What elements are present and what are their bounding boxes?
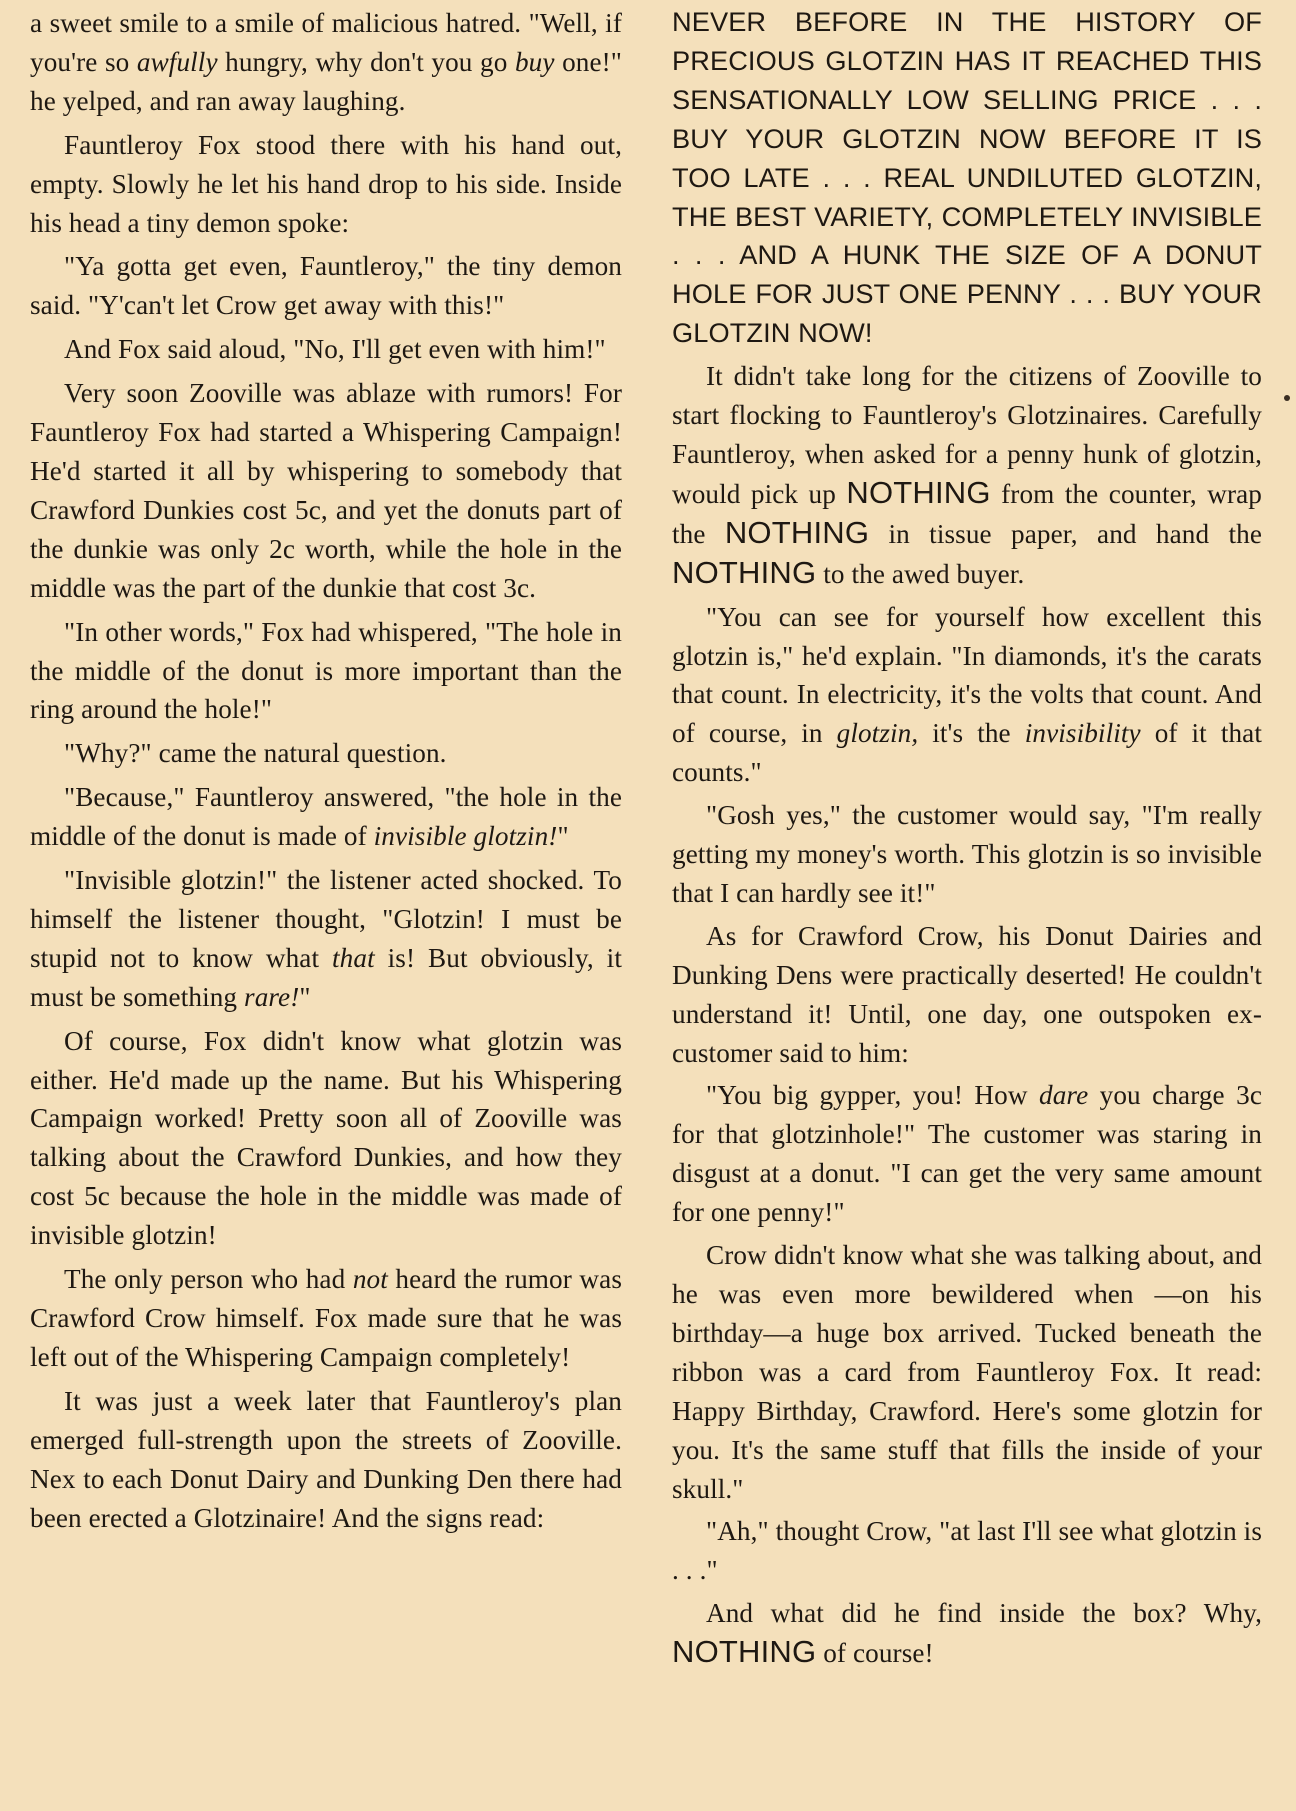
paragraph: It didn't take long for the citizens of Zooville to start flocking to Fauntleroy's Glotzinaires. Carefully Fauntleroy, when asked for a penny hunk of glotzin, would pick up NOTHING from the counter, wrap the NOTHING in tissue paper, and hand the NOTHING to the awed buyer.	[672, 361, 1262, 590]
paragraph: Fauntleroy Fox stood there with his hand out, empty. Slowly he let his hand drop to his side. Inside his head a tiny demon spoke:	[30, 129, 622, 238]
left-column	[30, 0, 622, 1537]
paragraph: And Fox said aloud, "No, I'll get even with him!"	[64, 334, 606, 365]
paragraph: "Invisible glotzin!" the listener acted shocked. To himself the listener thought, "Glotzin! I must be stupid not to know what that is! But obviously, it must be something rare!"	[30, 865, 622, 1012]
print-speck	[1284, 395, 1290, 401]
paragraph: Very soon Zooville was ablaze with rumors! For Fauntleroy Fox had started a Whispering Campaign! He'd started it all by whispering to somebody that Crawford Dunkies cost 5c, and yet the donuts part of the dunkie was only 2c worth, while the hole in the middle was the part of the dunkie that cost 3c.	[30, 378, 622, 603]
paragraph: And what did he find inside the box? Why, NOTHING of course!	[672, 1598, 1262, 1670]
paragraph: "Ah," thought Crow, "at last I'll see what glotzin is . . ."	[672, 1516, 1262, 1586]
glotzin-sign: NEVER BEFORE IN THE HISTORY OF PRECIOUS GLOTZIN HAS IT REACHED THIS SENSATIONALLY LOW SELLING PRICE . . . BUY YOUR GLOTZIN NOW BEFORE IT IS TOO LATE . . . REAL UNDILUTED GLOTZIN, THE BEST VARIETY, COMPLETELY INVISIBLE . . . AND A HUNK THE SIZE OF A DONUT HOLE FOR JUST ONE PENNY . . . BUY YOUR GLOTZIN NOW!	[672, 6, 1262, 349]
paragraph: "Ya gotta get even, Fauntleroy," the tiny demon said. "Y'can't let Crow get away with this!"	[30, 251, 622, 321]
paragraph: It was just a week later that Fauntleroy's plan emerged full-strength upon the streets of Zooville. Nex to each Donut Dairy and Dunking Den there had been erected a Glotzinaire! And the signs read:	[30, 1385, 622, 1533]
paragraph: "You big gypper, you! How dare you charge 3c for that glotzinhole!" The customer was staring in disgust at a donut. "I can get the very same amount for one penny!"	[672, 1080, 1262, 1228]
paragraph: "You can see for yourself how excellent this glotzin is," he'd explain. "In diamonds, it's the carats that count. In electricity, it's the volts that count. And of course, in glotzin, it's the invisibility of it that counts."	[672, 601, 1262, 788]
paragraph: Crow didn't know what she was talking about, and he was even more bewildered when —on his birthday—a huge box arrived. Tucked beneath the ribbon was a card from Fauntleroy Fox. It read: Happy Birthday, Crawford. Here's some glotzin for you. It's the same stuff that fills the inside of your skull."	[672, 1240, 1262, 1504]
paragraph: a sweet smile to a smile of malicious hatred. "Well, if you're so awfully hungry, why don't you go buy one!" he yelped, and ran away laughing.	[30, 8, 622, 116]
paragraph: The only person who had not heard the rumor was Crawford Crow himself. Fox made sure that he was left out of the Whispering Campaign completely!	[30, 1264, 622, 1372]
paragraph: "In other words," Fox had whispered, "The hole in the middle of the donut is more important than the ring around the hole!"	[30, 616, 622, 725]
paragraph: As for Crawford Crow, his Donut Dairies and Dunking Dens were practically deserted! He couldn't understand it! Until, one day, one outspoken ex-customer said to him:	[672, 920, 1262, 1068]
paragraph: "Because," Fauntleroy answered, "the hole in the middle of the donut is made of invisible glotzin!"	[30, 782, 622, 852]
paragraph: Of course, Fox didn't know what glotzin was either. He'd made up the name. But his Whispering Campaign worked! Pretty soon all of Zooville was talking about the Crawford Dunkies, and how they cost 5c because the hole in the middle was made of invisible glotzin!	[30, 1025, 622, 1251]
paragraph: "Gosh yes," the customer would say, "I'm really getting my money's worth. This glotzin is so invisible that I can hardly see it!"	[672, 800, 1262, 908]
right-column	[672, 0, 1262, 1673]
paragraph: "Why?" came the natural question.	[64, 738, 447, 769]
